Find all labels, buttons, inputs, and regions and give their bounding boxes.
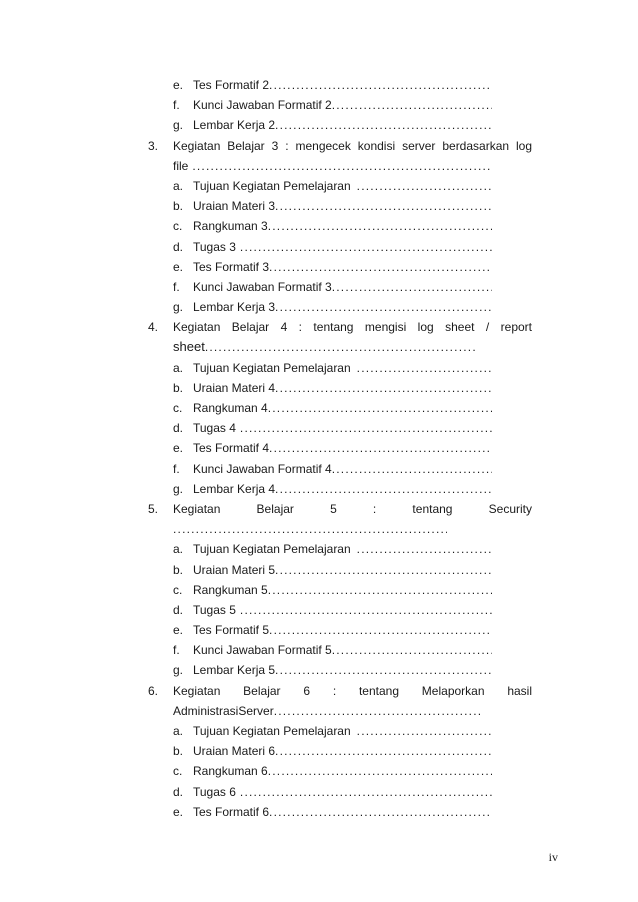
toc-entry [148,95,532,115]
toc-entry [148,479,532,499]
entry-title: Tes Formatif 4 [193,441,270,456]
section-number: 3. [148,138,159,153]
entry-title: Rangkuman 6 [193,764,268,779]
entry-title: Lembar Kerja 2 [193,118,276,133]
section-title-continued: sheet [173,339,205,355]
dot-leader [269,257,492,277]
entry-letter: e. [173,623,184,638]
entry-title: Rangkuman 3 [193,219,268,234]
toc-entry [148,358,532,378]
dot-leader [275,297,492,317]
entry-letter: e. [173,441,184,456]
entry-letter: d. [173,602,184,617]
entry-title: Rangkuman 5 [193,582,268,597]
dot-leader [269,75,492,95]
dot-leader [275,660,492,680]
toc-entry [148,75,532,95]
toc-entry [148,237,532,257]
entry-title: Tugas 4 [193,421,236,436]
dot-leader [268,761,492,781]
dot-leader [192,156,492,176]
toc-entry [148,761,532,781]
toc-entry [148,600,532,620]
toc-entry [148,640,532,660]
section-number: 4. [148,320,159,335]
toc-entry [148,802,532,822]
entry-letter: e. [173,804,184,819]
toc-entry [148,459,532,479]
dot-leader [275,479,492,499]
section-heading-continuation [148,701,532,721]
entry-title: Uraian Materi 5 [193,562,276,577]
entry-letter: d. [173,421,184,436]
toc-entry [148,398,532,418]
entry-letter: d. [173,239,184,254]
entry-letter: e. [173,78,184,92]
entry-title: Tujuan Kegiatan Pemelajaran [193,542,351,557]
section-heading [148,136,532,156]
dot-leader [275,378,492,398]
entry-letter: d. [173,784,184,799]
entry-title: Tugas 6 [193,784,236,799]
toc-entry [148,782,532,802]
entry-letter: b. [173,562,184,577]
entry-title: Kunci Jawaban Formatif 2 [193,98,332,113]
dot-leader [240,600,492,620]
entry-title: Tes Formatif 2 [193,78,270,92]
toc-entry [148,297,532,317]
toc-entry [148,196,532,216]
dot-leader [240,237,492,257]
entry-title: Kunci Jawaban Formatif 5 [193,643,332,658]
dot-leader [268,580,492,600]
dot-leader [332,277,492,297]
dot-leader [173,519,447,539]
dot-leader [274,701,482,721]
section-heading [148,499,532,519]
dot-leader [269,802,492,822]
toc-entry [148,660,532,680]
entry-title: Tugas 3 [193,239,236,254]
entry-title: Kunci Jawaban Formatif 4 [193,461,332,476]
dot-leader [332,95,492,115]
section-title: Kegiatan Belajar 3 : mengecek kondisi server berdasarkan log [173,138,532,153]
table-of-contents [148,75,532,822]
section-number: 5. [148,501,159,516]
entry-letter: c. [173,219,183,234]
entry-title: Lembar Kerja 4 [193,481,276,496]
entry-letter: g. [173,300,184,315]
entry-title: Rangkuman 4 [193,401,268,415]
dot-leader [240,418,492,438]
section-heading [148,681,532,701]
entry-letter: f. [173,461,180,476]
entry-letter: b. [173,380,184,395]
dot-leader [275,196,492,216]
page-number: iv [548,850,558,864]
entry-letter: e. [173,259,184,274]
toc-entry [148,580,532,600]
dot-leader [357,176,492,196]
entry-title: Tes Formatif 5 [193,623,270,638]
dot-leader [240,782,492,802]
toc-entry [148,741,532,761]
entry-title: Tujuan Kegiatan Pemelajaran [193,178,351,193]
entry-title: Uraian Materi 4 [193,380,276,395]
section-title: Kegiatan Belajar 5 : tentang Security [173,501,532,516]
dot-leader [275,115,492,135]
dot-leader [357,721,492,741]
entry-letter: f. [173,643,180,658]
entry-letter: g. [173,481,184,496]
dot-leader [269,438,492,458]
section-number: 6. [148,683,159,698]
dot-leader [357,539,492,559]
entry-title: Tes Formatif 3 [193,259,270,274]
entry-letter: c. [173,582,183,597]
section-title: Kegiatan Belajar 4 : tentang mengisi log sheet / report [173,320,532,335]
toc-entry [148,378,532,398]
entry-letter: g. [173,663,184,678]
section-heading-continuation [148,337,532,357]
entry-letter: a. [173,724,184,738]
entry-letter: a. [173,178,184,193]
section-title-continued: file [173,158,189,173]
toc-entry [148,257,532,277]
dot-leader [268,398,492,418]
entry-title: Tes Formatif 6 [193,804,270,819]
toc-entry [148,418,532,438]
dot-leader [332,459,492,479]
entry-title: Lembar Kerja 3 [193,300,276,315]
entry-title: Tujuan Kegiatan Pemelajaran [193,360,351,375]
toc-entry [148,176,532,196]
entry-letter: f. [173,98,180,113]
section-title-continued: AdministrasiServer [173,703,274,718]
entry-title: Kunci Jawaban Formatif 3 [193,279,332,294]
toc-entry [148,277,532,297]
dot-leader [275,560,492,580]
section-title: Kegiatan Belajar 6 : tentang Melaporkan hasil [173,683,532,698]
entry-letter: a. [173,360,184,375]
dot-leader [332,640,492,660]
entry-title: Uraian Materi 3 [193,199,276,214]
entry-title: Lembar Kerja 5 [193,663,276,678]
entry-letter: g. [173,118,184,133]
toc-entry [148,115,532,135]
toc-entry [148,216,532,236]
entry-title: Tujuan Kegiatan Pemelajaran [193,724,351,738]
toc-entry [148,620,532,640]
toc-entry [148,721,532,741]
entry-letter: b. [173,199,184,214]
section-heading [148,317,532,337]
dot-leader [268,216,492,236]
entry-letter: c. [173,764,183,779]
entry-title: Tugas 5 [193,602,236,617]
entry-letter: c. [173,401,183,415]
section-heading-continuation [148,156,532,176]
toc-entry [148,438,532,458]
entry-letter: a. [173,542,184,557]
dot-leader [205,337,477,357]
dot-leader [269,620,492,640]
entry-title: Uraian Materi 6 [193,744,276,759]
dot-leader [275,741,492,761]
section-heading-continuation [148,519,532,539]
dot-leader [357,358,492,378]
entry-letter: f. [173,279,180,294]
entry-letter: b. [173,744,184,759]
toc-entry [148,539,532,559]
toc-entry [148,560,532,580]
